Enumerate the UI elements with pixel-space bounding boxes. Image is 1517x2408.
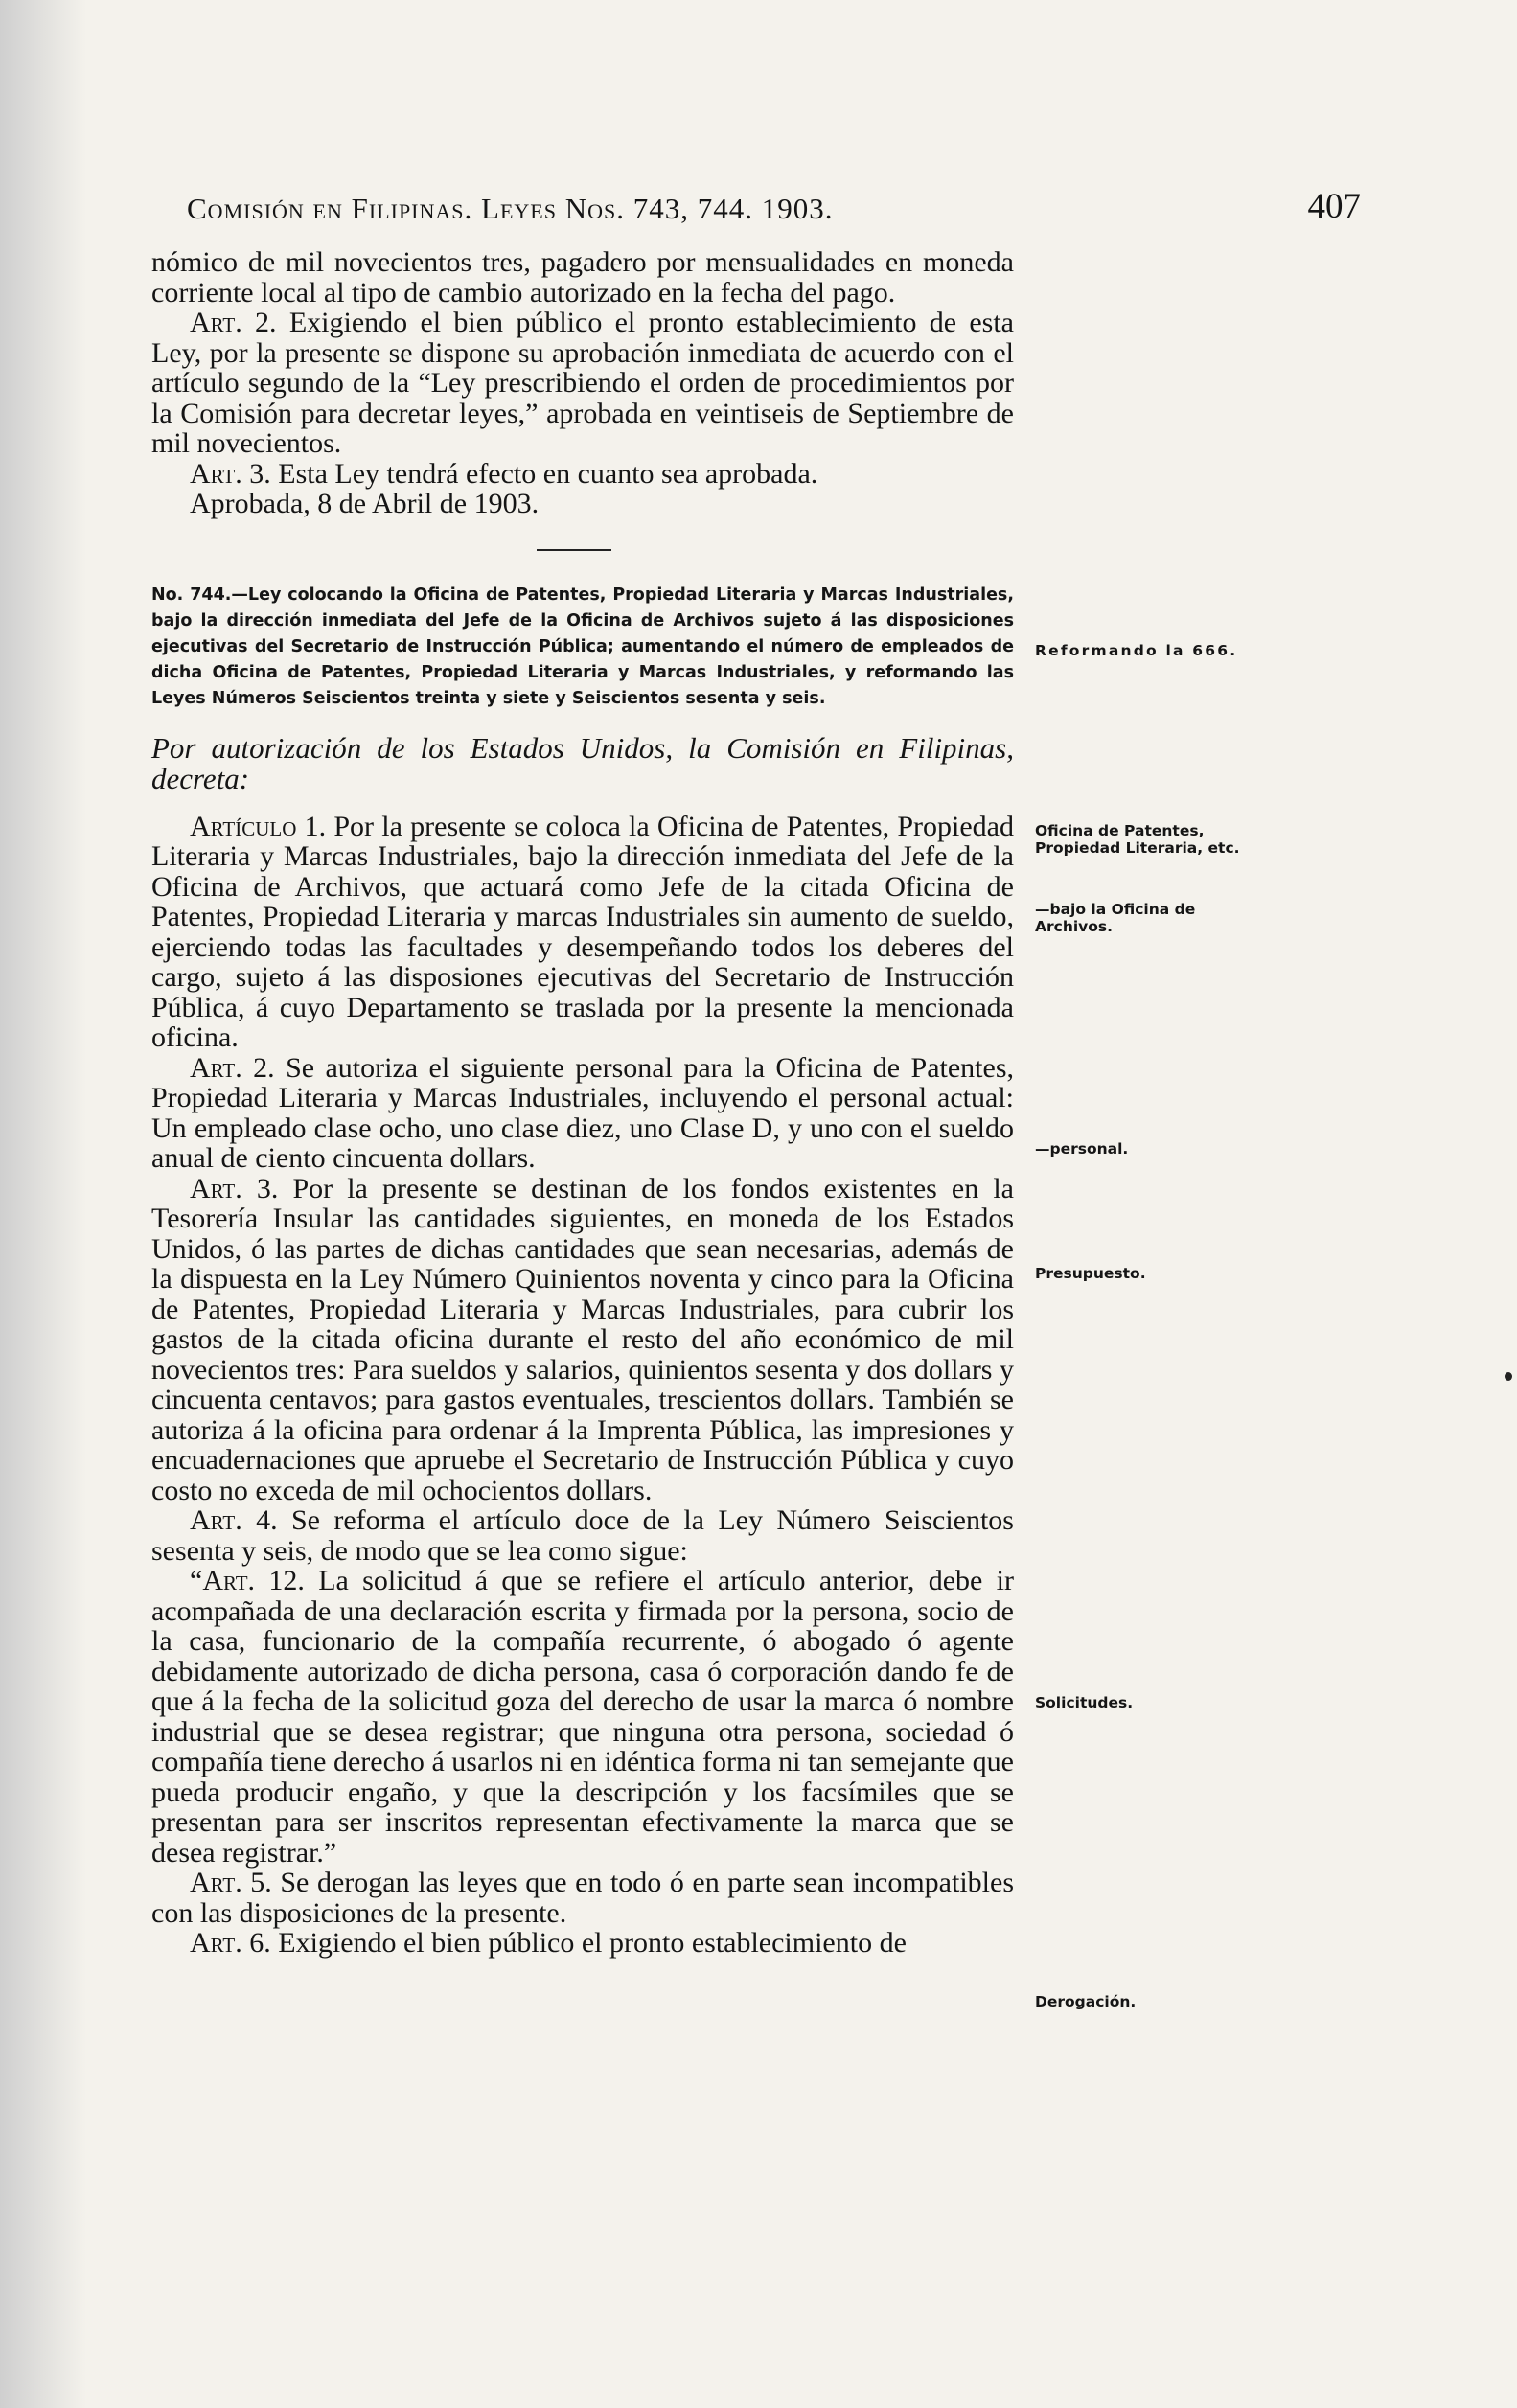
act744-article-4 [151, 1505, 1014, 1566]
article-label: Art. 3. [190, 1172, 279, 1204]
article-label: Art. 6. [190, 1927, 271, 1959]
act743-continuation: nómico de mil novecientos tres, pagadero por mensualidades en moneda corriente local al tipo de cambio autorizado en la fecha del pago. [151, 246, 1014, 309]
act744-article-5 [151, 1868, 1014, 1928]
article-text: Se reforma el artículo doce de la Ley Número Seiscientos sesenta y seis, de modo que se lea como sigue: [151, 1504, 1014, 1567]
act744-article-1 [151, 812, 1014, 1053]
article-label: Art. 2. [190, 307, 277, 338]
act743-approval: Aprobada, 8 de Abril de 1903. [190, 488, 540, 519]
article-text: Esta Ley tendrá efecto en cuanto sea aprobada. [270, 457, 818, 490]
scan-edge-shadow [0, 0, 86, 2408]
margin-note-applications: Solicitudes. [1035, 1694, 1134, 1711]
article-label: “Art. 12. [190, 1565, 305, 1596]
enacting-clause: Por autorización de los Estados Unidos, la Comisión en Filipinas, decreta: [151, 730, 1014, 795]
article-label: Art. 3. [190, 457, 271, 490]
margin-note-personnel: —personal. [1035, 1140, 1129, 1158]
article-text: Exigiendo el bien público el pronto establecimiento de esta Ley, por la presente se dispone su aprobación inmediata de acuerdo con el artículo segundo de la “Ley prescribiendo el orden de procedimientos por la Comisión para decretar leyes,” aprobada en veintiseis de Septiembre de mil novecientos. [151, 307, 1014, 459]
article-text: Se derogan las leyes que en todo ó en parte sean incompatibles con las disposiciones de la presente. [151, 1867, 1014, 1929]
margin-notes [1035, 0, 1284, 2408]
act744-article-2 [151, 1053, 1014, 1174]
scan-speck [1505, 1372, 1512, 1381]
act743-article-2 [151, 308, 1014, 459]
article-label: Art. 5. [190, 1867, 272, 1898]
main-text-column [151, 247, 1014, 1959]
act744-article-3 [151, 1174, 1014, 1506]
margin-note-budget: Presupuesto. [1035, 1265, 1146, 1282]
act744-title: No. 744.—Ley colocando la Oficina de Patentes, Propiedad Literaria y Marcas Industriales, bajo la dirección inmediata del Jefe de la Oficina de Archivos sujeto á las disposiciones ejecutivas del Secretario de Instrucción Pública; aumentando el número de empleados de dicha Oficina de Patentes, Propiedad Literaria y Marcas Industriales, y reformando las Leyes Números Seiscientos treinta y siete y Seiscientos sesenta y seis. [151, 585, 1014, 708]
article-label: Art. 4. [190, 1504, 278, 1536]
margin-note-archives: —bajo la Oficina de Archivos. [1035, 901, 1196, 935]
article-label: Artículo 1. [190, 810, 327, 842]
section-divider [537, 549, 611, 551]
act743-article-3 [151, 459, 1014, 490]
article-label: Art. 2. [190, 1051, 275, 1084]
article-text: Exigiendo el bien público el pronto establecimiento de [270, 1927, 907, 1959]
act744-quoted-article-12 [151, 1566, 1014, 1868]
page-number: 407 [1307, 187, 1361, 226]
article-text: Por la presente se destinan de los fondos existentes en la Tesorería Insular las cantidades siguientes, en moneda de los Estados Unidos, ó las partes de dichas cantidades que sean necesarias, además de la dispuesta en la Ley Número Quinientos noventa y cinco para la Oficina de Patentes, Propiedad Literaria y Marcas Industriales, para cubrir los gastos de la citada oficina durante el resto del año económico de mil novecientos tres: Para sueldos y salarios, quinientos sesenta y dos dollars y cincuenta centavos; para gastos eventuales, trescientos dollars. También se autoriza á la oficina para ordenar á la Imprenta Pública, las impresiones y encuadernaciones que apruebe el Secretario de Instrucción Pública y cuyo costo no exceda de mil ochocientos dollars. [151, 1172, 1014, 1506]
running-head: Comisión en Filipinas. Leyes Nos. 743, 744. 1903. [187, 192, 834, 225]
margin-note-repeal: Derogación. [1035, 1993, 1137, 2010]
article-text: La solicitud á que se refiere el artículo anterior, debe ir acompañada de una declaración escrita y firmada por la persona, socio de la casa, funcionario de la compañía recurrente, ó abogado ó agente debidamente autorizado de dicha persona, casa ó corporación dando fe de que á la fecha de la solicitud goza del derecho de usar la marca ó nombre industrial que se desea registrar; que ninguna otra persona, sociedad ó compañía tiene derecho á usarlos ni en idéntica forma ni tan semejante que pueda producir engaño, y que la descripción y los facsímiles que se presentan para ser inscritos representan efectivamente la marca que se desea registrar.” [151, 1565, 1014, 1869]
margin-note-amending: Reformando la 666. [1035, 642, 1238, 659]
article-text: Por la presente se coloca la Oficina de Patentes, Propiedad Literaria y Marcas Industriales, bajo la dirección inmediata del Jefe de la Oficina de Archivos, que actuará como Jefe de la citada Oficina de Patentes, Propiedad Literaria y marcas Industriales sin aumento de sueldo, ejerciendo todas las facultades y desempeñando todos los deberes del cargo, sujeto á las disposiones ejecutivas del Secretario de Instrucción Pública, á cuyo Departamento se traslada por la presente la mencionada oficina. [151, 810, 1014, 1053]
article-text: Se autoriza el siguiente personal para la Oficina de Patentes, Propiedad Literaria y Marcas Industriales, incluyendo el personal actual: Un empleado clase ocho, uno clase diez, uno Clase D, y uno con el sueldo anual de ciento cincuenta dollars. [151, 1051, 1014, 1174]
margin-note-office: Oficina de Patentes, Propiedad Literaria, etc. [1035, 822, 1240, 857]
act744-article-6 [151, 1928, 1014, 1959]
